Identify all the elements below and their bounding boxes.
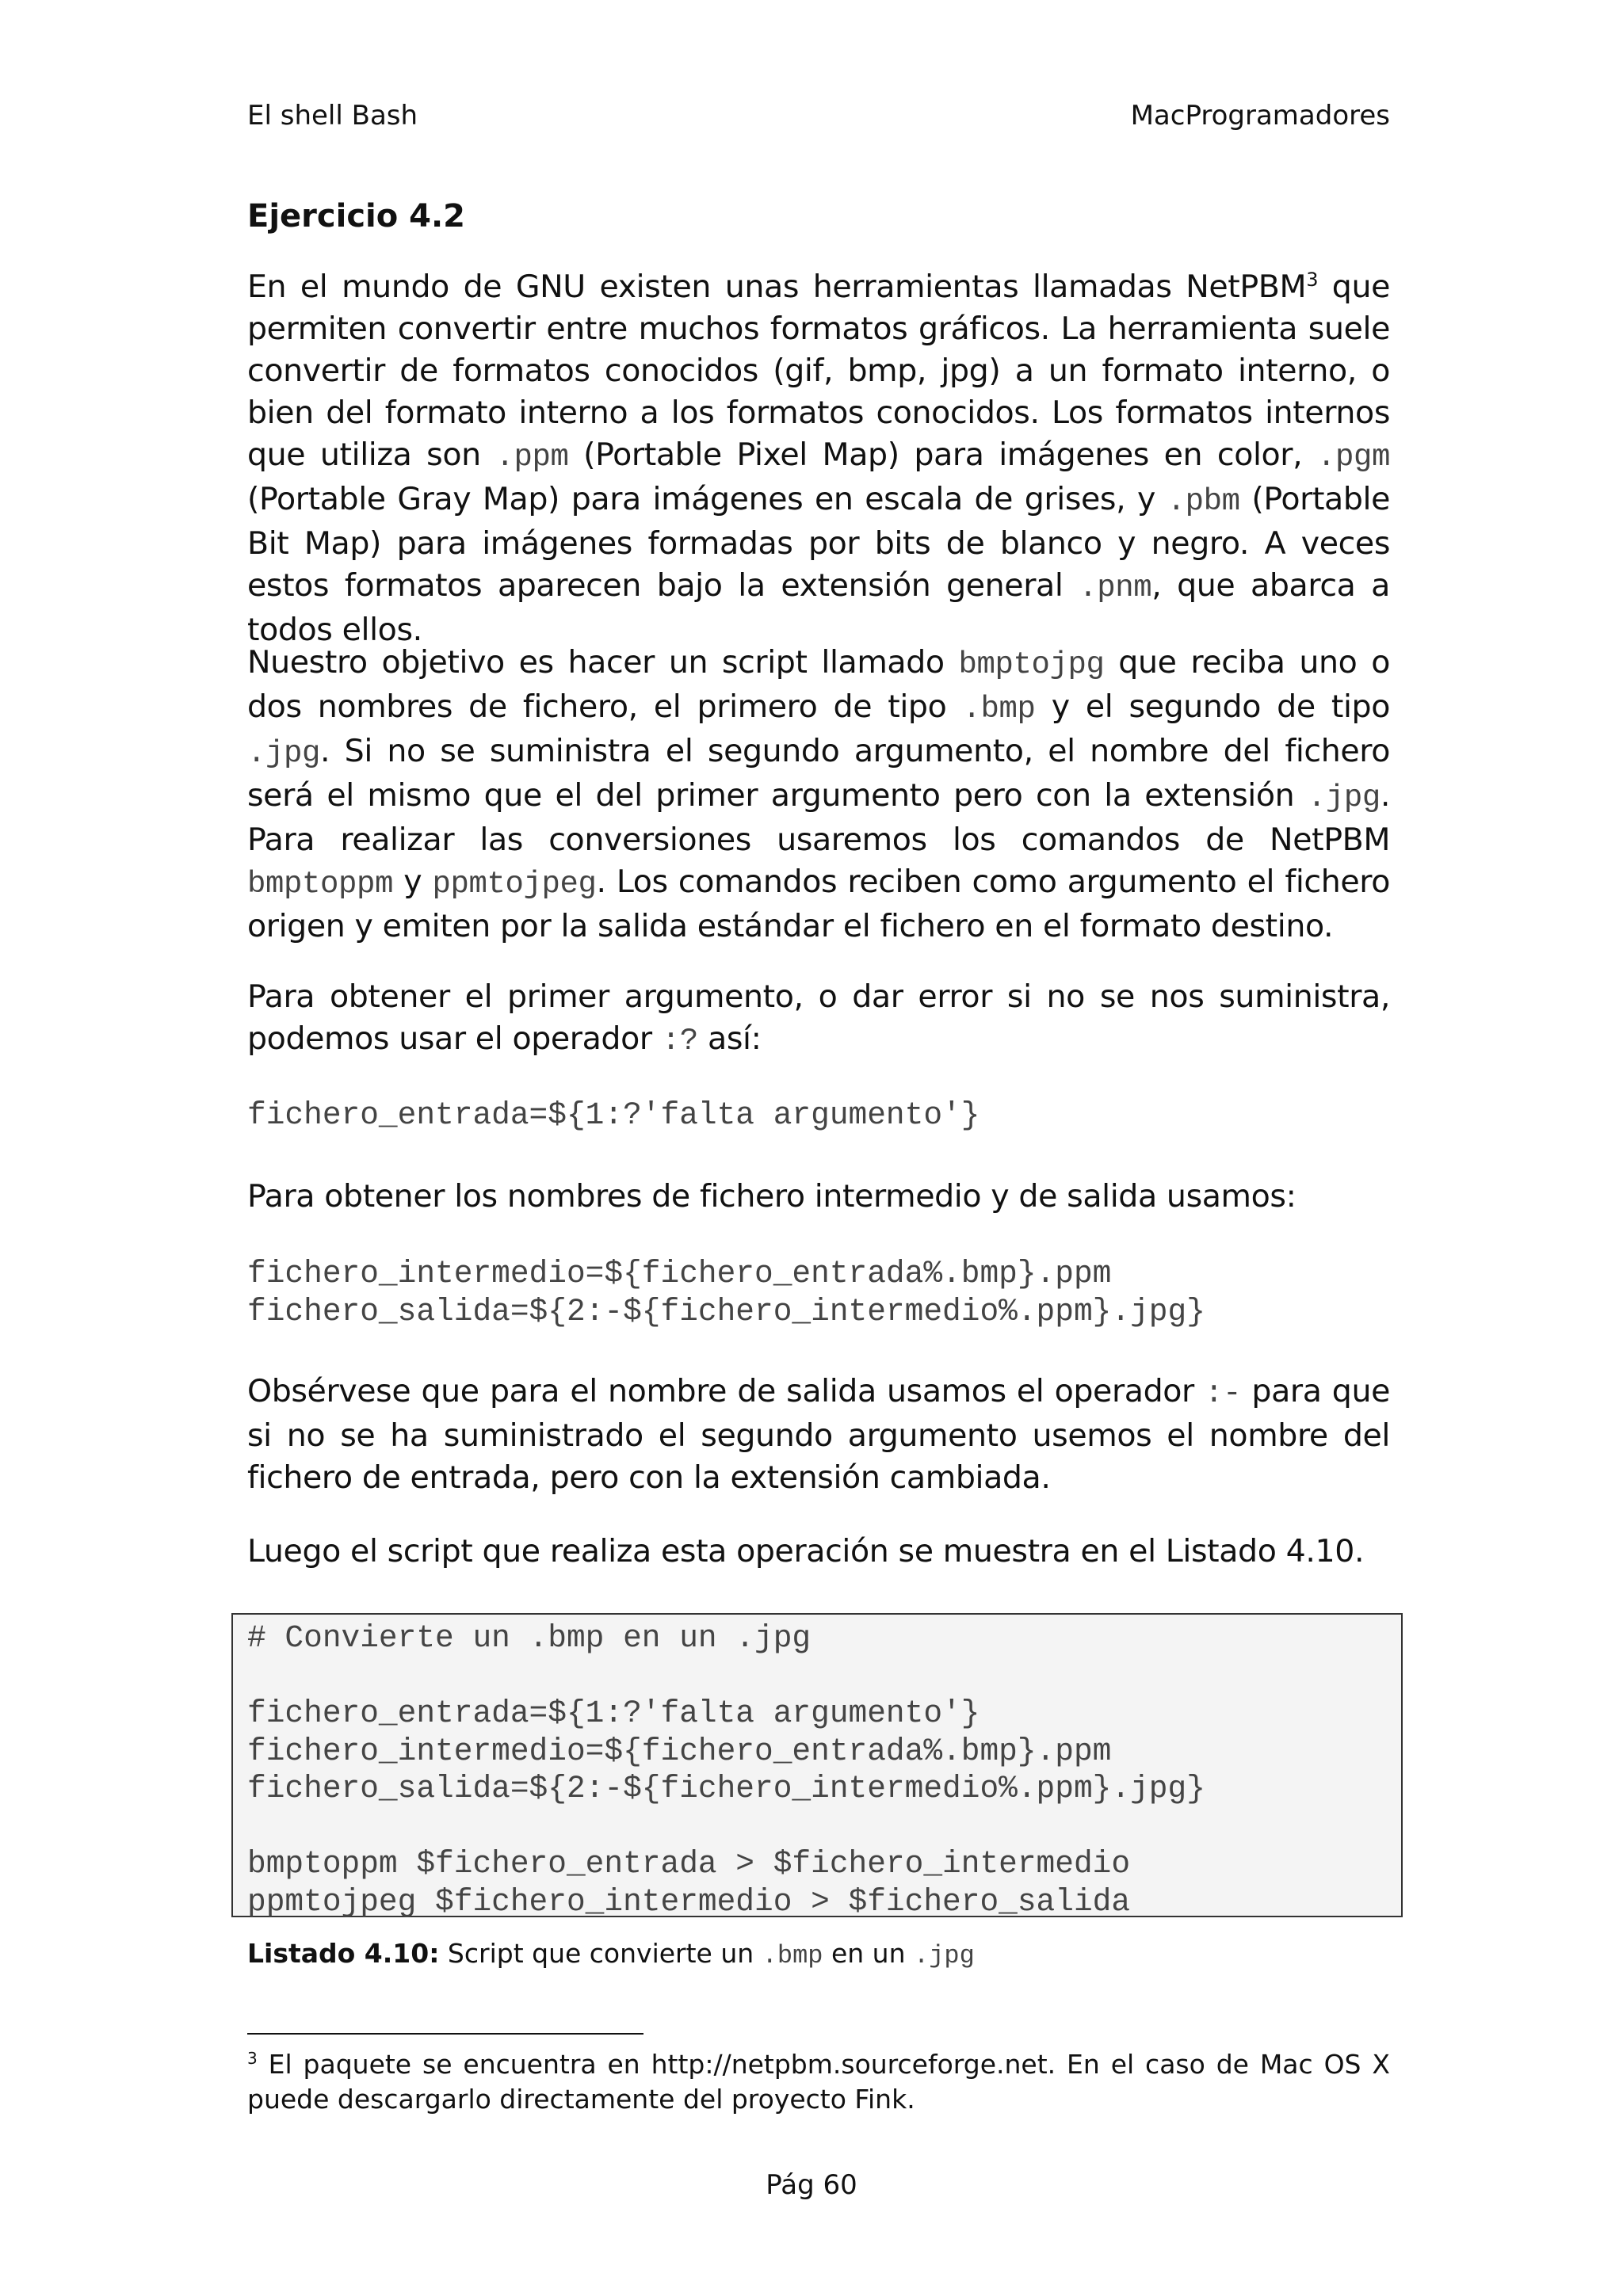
inline-code: bmptoppm <box>247 867 394 902</box>
inline-code: .jpg <box>1307 780 1381 815</box>
footnote: $^3$ El paquete se encuentra en http://netpbm.sourceforge.net. En el caso de Mac OS X puede descargarlo directamente del proyecto Fink. <box>247 2049 1390 2115</box>
paragraph-objective: Nuestro objetivo es hacer un script llamado bmptojpg que reciba uno o dos nombres de fichero, el primero de tipo .bmp y el segundo de tipo .jpg. Si no se suministra el segundo argumento, el nombre del fichero será el mismo que el del primer argumento pero con la extensión .jpg. Para realizar las conversiones usaremos los comandos de NetPBM bmptoppm y ppmtojpeg. Los comandos reciben como argumento el fichero origen y emiten por la salida estándar el fichero en el formato destino. <box>247 644 1391 944</box>
inline-code: .bmp <box>762 1941 823 1970</box>
inline-code: .ppm <box>495 440 569 475</box>
footnote-ref: 3 <box>1306 268 1319 291</box>
paragraph-file-names: Para obtener los nombres de fichero intermedio y de salida usamos: <box>247 1178 1296 1215</box>
paragraph-netpbm-intro: En el mundo de GNU existen unas herramientas llamadas NetPBM$^3$ que permiten convertir entre muchos formatos gráficos. La herramienta suele convertir de formatos conocidos (gif, bmp, jpg) a un formato interno, o bien del formato interno a los formatos conocidos. Los formatos internos que utiliza son .ppm (Portable Pixel Map) para imágenes en color, .pgm (Portable Gray Map) para imágenes en escala de grises, y .pbm (Portable Bit Map) para imágenes formadas por bits de blanco y negro. A veces estos formatos aparecen bajo la extensión general .pnm, que abarca a todos ellos. <box>247 268 1391 648</box>
inline-code: .bmp <box>962 692 1036 727</box>
inline-code: .pnm <box>1079 570 1152 605</box>
listing-caption: Listado 4.10: Script que convierte un .bmp en un .jpg <box>247 1938 975 1970</box>
inline-code: bmptojpg <box>958 647 1105 682</box>
code-snippet-line: fichero_intermedio=${fichero_entrada%.bmp}.ppm <box>247 1256 1112 1291</box>
inline-code: .jpg <box>914 1941 975 1970</box>
caption-label: Listado 4.10: <box>247 1938 440 1969</box>
paragraph-listing-intro: Luego el script que realiza esta operación se muestra en el Listado 4.10. <box>247 1533 1365 1569</box>
inline-code: ppmtojpeg <box>432 867 597 902</box>
inline-code: .jpg <box>247 736 321 771</box>
inline-code: .pbm <box>1167 484 1240 519</box>
code-snippet-line: fichero_salida=${2:-${fichero_intermedio%.ppm}.jpg} <box>247 1294 1205 1329</box>
section-title: Ejercicio 4.2 <box>247 198 465 235</box>
footnote-number: 3 <box>247 2049 258 2068</box>
paragraph-first-argument: Para obtener el primer argumento, o dar error si no se nos suministra, podemos usar el operador :? así: <box>247 978 1390 1058</box>
code-snippet: fichero_entrada=${1:?'falta argumento'} <box>247 1097 980 1133</box>
code-listing-box <box>231 1613 1403 1920</box>
footnote-divider <box>247 2033 643 2035</box>
running-header-right: MacProgramadores <box>1130 100 1390 132</box>
page-number: Pág 60 <box>766 2169 857 2201</box>
inline-code: .pgm <box>1316 440 1390 475</box>
code-listing: # Convierte un .bmp en un .jpg fichero_entrada=${1:?'falta argumento'} fichero_intermedio=${fichero_entrada%.bmp}.ppm fichero_salida=${2:-${fichero_intermedio%.ppm}.jpg} bmptoppm $fichero_entrada > $fichero_intermedio ppmtojpeg $fichero_intermedio > $fichero_salida <box>247 1620 1205 1920</box>
inline-code: :? <box>661 1024 698 1058</box>
paragraph-operator-note: Obsérvese que para el nombre de salida usamos el operador :- para que si no se ha suministrado el segundo argumento usemos el nombre del fichero de entrada, pero con la extensión cambiada. <box>247 1373 1390 1496</box>
running-header-left: El shell Bash <box>247 100 418 132</box>
inline-code: :- <box>1205 1376 1242 1411</box>
